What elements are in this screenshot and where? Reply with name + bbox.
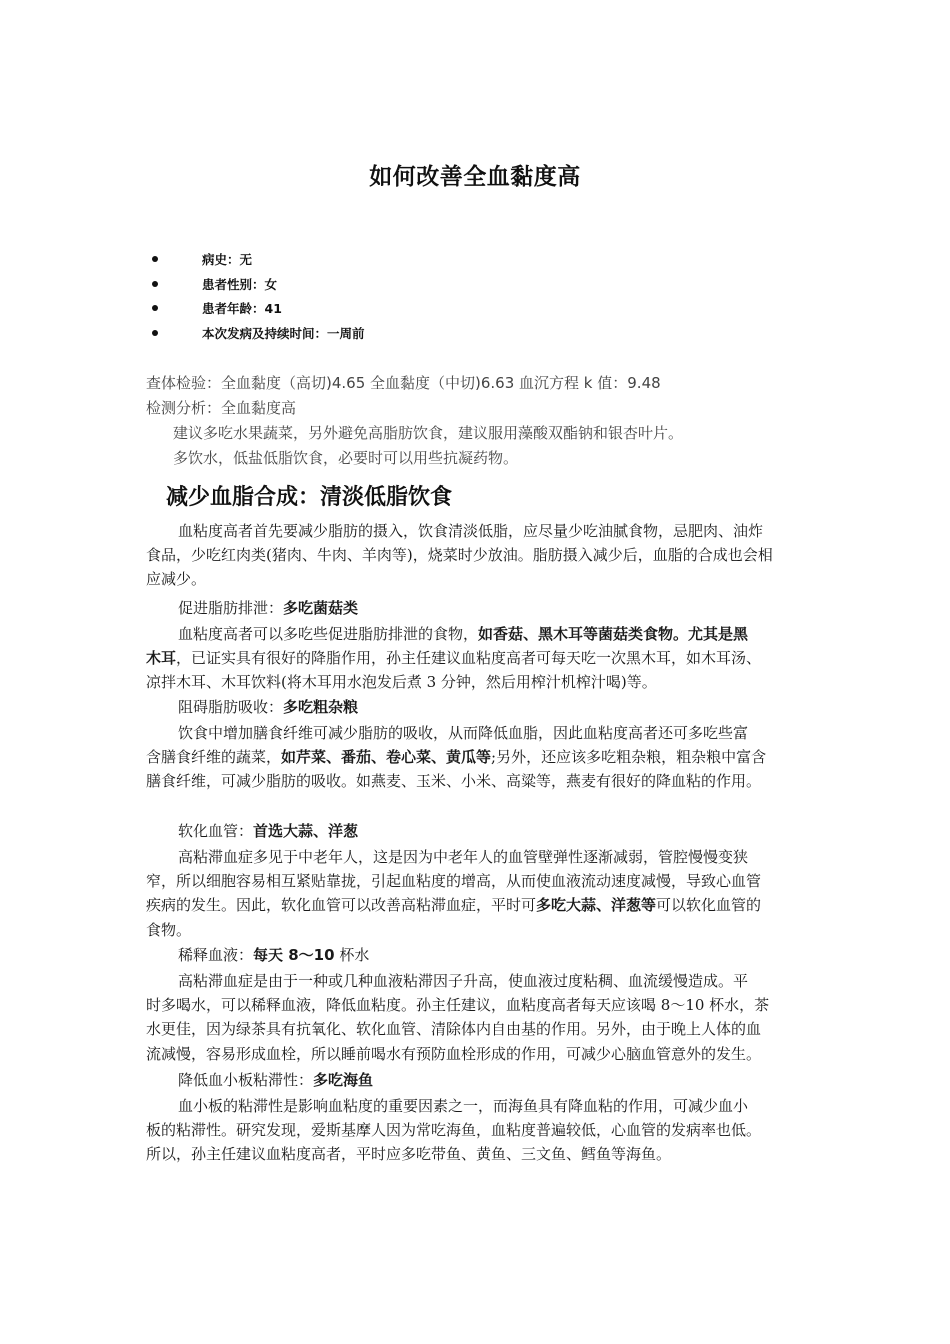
subheading-platelet: 降低血小板粘滞性：多吃海鱼 [178,1071,374,1089]
list-item: 患者年龄：41 [150,299,365,324]
bullet-icon [152,281,158,287]
paragraph-soften-vessels: 高粘滞血症多见于中老年人，这是因为中老年人的血管壁弹性逐渐减弱，管腔慢慢变狭 窄，所以细胞容易相互紧贴靠拢，引起血粘度的增高，从而使血液流动速度减慢，导致心血管 疾病的发生。因此，软化血管可以改善高粘滞血症，平时可多吃大蒜、洋葱等可以软化血管的 食物。 [146,848,762,939]
section-heading: 减少血脂合成：清淡低脂饮食 [166,485,453,510]
subheading-soften-vessels: 软化血管：首选大蒜、洋葱 [178,822,359,840]
subheading-dilute-blood: 稀释血液：每天 8～10 杯水 [178,946,370,964]
page-title: 如何改善全血黏度高 [369,164,581,190]
paragraph-fat-absorption: 饮食中增加膳食纤维可减少脂肪的吸收，从而降低血脂，因此血粘度高者还可多吃些富 含膳食纤维的蔬菜，如芹菜、番茄、卷心菜、黄瓜等;另外，还应该多吃粗杂粮，粗杂粮中富含 膳食纤维，可减少脂肪的吸收。如燕麦、玉米、小米、高粱等，燕麦有很好的降血粘的作用。 [146,724,767,791]
subheading-fat-absorption: 阻碍脂肪吸收：多吃粗杂粮 [178,698,359,716]
list-item: 患者性别：女 [150,275,365,300]
list-item: 本次发病及持续时间：一周前 [150,324,365,349]
advice-line-2: 多饮水，低盐低脂饮食，必要时可以用些抗凝药物。 [173,449,519,467]
bullet-icon [152,305,158,311]
paragraph-platelet: 血小板的粘滞性是影响血粘度的重要因素之一，而海鱼具有降血粘的作用，可减少血小 板的粘滞性。研究发现，爱斯基摩人因为常吃海鱼，血粘度普遍较低，心血管的发病率也低。 所以，孙主任建议血粘度高者，平时应多吃带鱼、黄鱼、三文鱼、鳕鱼等海鱼。 [146,1097,762,1164]
paragraph-dilute-blood: 高粘滞血症是由于一种或几种血液粘滞因子升高，使血液过度粘稠、血流缓慢造成。平 时多喝水，可以稀释血液，降低血粘度。孙主任建议，血粘度高者每天应该喝 8～10 杯水，茶 水更佳，因为绿茶具有抗氧化、软化血管、清除体内自由基的作用。另外，由于晚上人体的血 流减慢，容易形成血栓，所以睡前喝水有预防血栓形成的作用，可减少心脑血管意外的发生。 [146,972,770,1063]
bullet-icon [152,330,158,336]
list-item: 病史：无 [150,250,365,275]
bullet-icon [152,256,158,262]
advice-line-1: 建议多吃水果蔬菜，另外避免高脂肪饮食，建议服用藻酸双酯钠和银杏叶片。 [173,424,684,442]
patient-info-list [150,250,365,348]
analysis-line: 检测分析：全血黏度高 [146,399,297,417]
paragraph-fat-reduction: 血粘度高者首先要减少脂肪的摄入，饮食清淡低脂，应尽量少吃油腻食物，忌肥肉、油炸 食品，少吃红肉类(猪肉、牛肉、羊肉等)，烧菜时少放油。脂肪摄入减少后，血脂的合成也会相 应减少。 [146,522,773,589]
exam-line: 查体检验：全血黏度（高切)4.65 全血黏度（中切)6.63 血沉方程 k 值：9.48 [146,374,661,392]
paragraph-fat-excretion: 血粘度高者可以多吃些促进脂肪排泄的食物，如香菇、黑木耳等菌菇类食物。尤其是黑 木耳，已证实具有很好的降脂作用，孙主任建议血粘度高者可每天吃一次黑木耳，如木耳汤、 凉拌木耳、木耳饮料(将木耳用水泡发后煮 3 分钟，然后用榨汁机榨汁喝)等。 [146,625,762,692]
subheading-fat-excretion: 促进脂肪排泄：多吃菌菇类 [178,599,359,617]
